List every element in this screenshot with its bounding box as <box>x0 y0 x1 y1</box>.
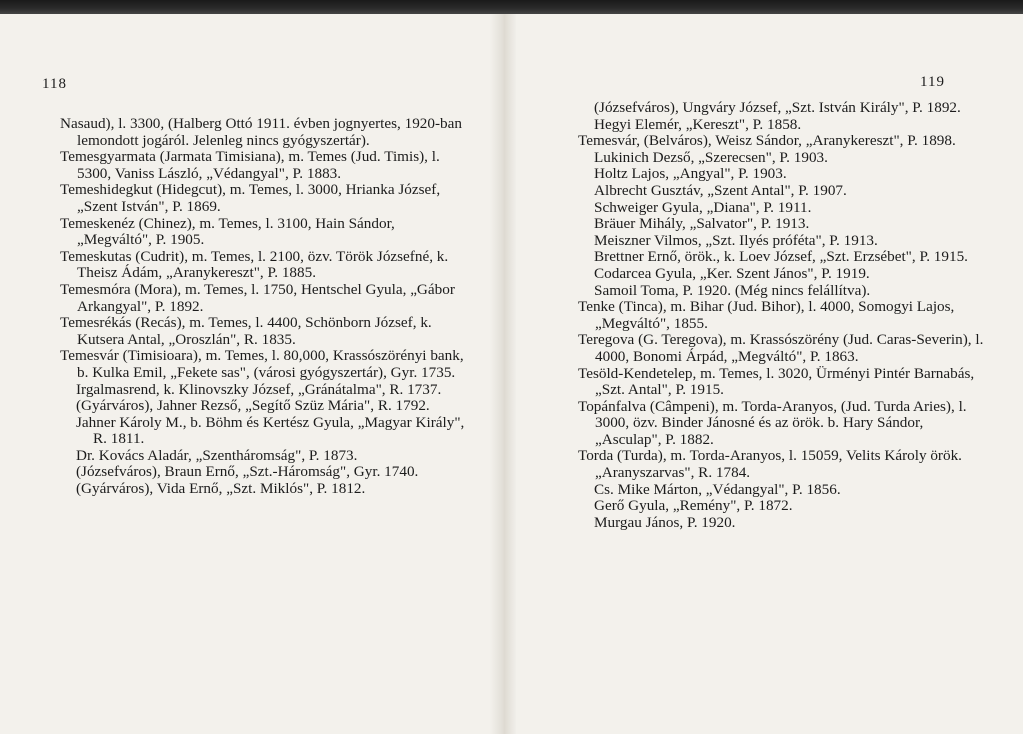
sub-entry: Hegyi Elemér, „Kereszt", P. 1858. <box>594 115 802 133</box>
sub-entry: Brettner Ernő, örök., k. Loev József, „Szt. Erzsébet", P. 1915. <box>594 248 968 266</box>
sub-entry: Gerő Gyula, „Remény", P. 1872. <box>594 497 793 515</box>
left-page <box>0 14 500 734</box>
sub-entry: (Józsefváros), Ungváry József, „Szt. István Király", P. 1892. <box>594 99 961 116</box>
place-entry: Teregova (G. Teregova), m. Krassószörény (Jud. Caras-Severin), l. 4000, Bonomi Árpád, „Megváltó", P. 1863. <box>578 331 984 365</box>
place-entry: Torda (Turda), m. Torda-Aranyos, l. 15059, Velits Károly örök. „Aranyszarvas", R. 1784. <box>578 447 962 482</box>
sub-entry: Irgalmasrend, k. Klinovszky József, „Gránátalma", R. 1737. <box>76 380 442 398</box>
sub-entry: Dr. Kovács Aladár, „Szentháromság", P. 1873. <box>76 446 358 464</box>
sub-entry: Holtz Lajos, „Angyal", P. 1903. <box>594 165 787 183</box>
sub-entry: Jahner Károly M., b. Böhm és Kertész Gyula, „Magyar Király", R. 1811. <box>76 413 465 448</box>
place-entry: Temesvár, (Belváros), Weisz Sándor, „Aranykereszt", P. 1898. <box>578 132 956 150</box>
sub-entry: (Józsefváros), Braun Ernő, „Szt.-Háromság", Gyr. 1740. <box>76 463 419 481</box>
scan-top-edge <box>0 0 1023 14</box>
page-number: 118 <box>42 76 67 92</box>
sub-entry: Lukinich Dezső, „Szerecsen", P. 1903. <box>594 148 828 166</box>
place-entry: Nasaud), l. 3300, (Halberg Ottó 1911. évben jognyertes, 1920-ban lemondott jogáról. Jelenleg nincs gyógyszertár). <box>60 115 462 149</box>
right-page <box>510 14 1023 734</box>
sub-entry: (Gyárváros), Vida Ernő, „Szt. Miklós", P. 1812. <box>76 480 366 498</box>
entry-list <box>60 116 470 498</box>
sub-entry: Albrecht Gusztáv, „Szent Antal", P. 1907. <box>594 181 847 199</box>
place-entry: Temesvár (Timisioara), m. Temes, l. 80,000, Krassószörényi bank, b. Kulka Emil, „Fekete sas", (városi gyógyszertár), Gyr. 1735. <box>60 347 464 381</box>
sub-entry: Bräuer Mihály, „Salvator", P. 1913. <box>594 215 810 233</box>
place-entry: Tesöld-Kendetelep, m. Temes, l. 3020, Ürményi Pintér Barnabás, „Szt. Antal", P. 1915. <box>578 364 975 399</box>
place-entry: Temeskutas (Cudrit), m. Temes, l. 2100, özv. Török Józsefné, k. Theisz Ádám, „Aranykereszt", P. 1885. <box>60 247 449 282</box>
sub-entry: Samoil Toma, P. 1920. (Még nincs felállítva). <box>594 281 871 299</box>
entry-list <box>578 100 988 531</box>
place-entry: Temesmóra (Mora), m. Temes, l. 1750, Hentschel Gyula, „Gábor Arkangyal", P. 1892. <box>60 280 455 315</box>
page-number: 119 <box>920 74 945 90</box>
sub-entry: Cs. Mike Márton, „Védangyal", P. 1856. <box>594 480 841 498</box>
sub-entry: (Gyárváros), Jahner Rezső, „Segítő Szüz Mária", R. 1792. <box>76 397 430 415</box>
sub-entry: Codarcea Gyula, „Ker. Szent János", P. 1919. <box>594 264 870 282</box>
sub-entry: Schweiger Gyula, „Diana", P. 1911. <box>594 198 812 216</box>
place-entry: Tenke (Tinca), m. Bihar (Jud. Bihor), l. 4000, Somogyi Lajos, „Megváltó", 1855. <box>578 298 955 332</box>
sub-entry: Murgau János, P. 1920. <box>594 513 736 531</box>
sub-entry: Meiszner Vilmos, „Szt. Ilyés próféta", P. 1913. <box>594 231 878 249</box>
place-entry: Topánfalva (Câmpeni), m. Torda-Aranyos, (Jud. Turda Aries), l. 3000, özv. Binder Jánosné és az örök. b. Hary Sándor, „Asculap", P. 1882. <box>578 397 967 448</box>
place-entry: Temesgyarmata (Jarmata Timisiana), m. Temes (Jud. Timis), l. 5300, Vaniss László, „Védangyal", P. 1883. <box>60 148 440 182</box>
place-entry: Temeshidegkut (Hidegcut), m. Temes, l. 3000, Hrianka József, „Szent István", P. 1869. <box>60 181 441 215</box>
place-entry: Temesrékás (Recás), m. Temes, l. 4400, Schönborn József, k. Kutsera Antal, „Oroszlán", R. 1835. <box>60 314 432 348</box>
place-entry: Temeskenéz (Chinez), m. Temes, l. 3100, Hain Sándor, „Megváltó", P. 1905. <box>60 214 395 249</box>
